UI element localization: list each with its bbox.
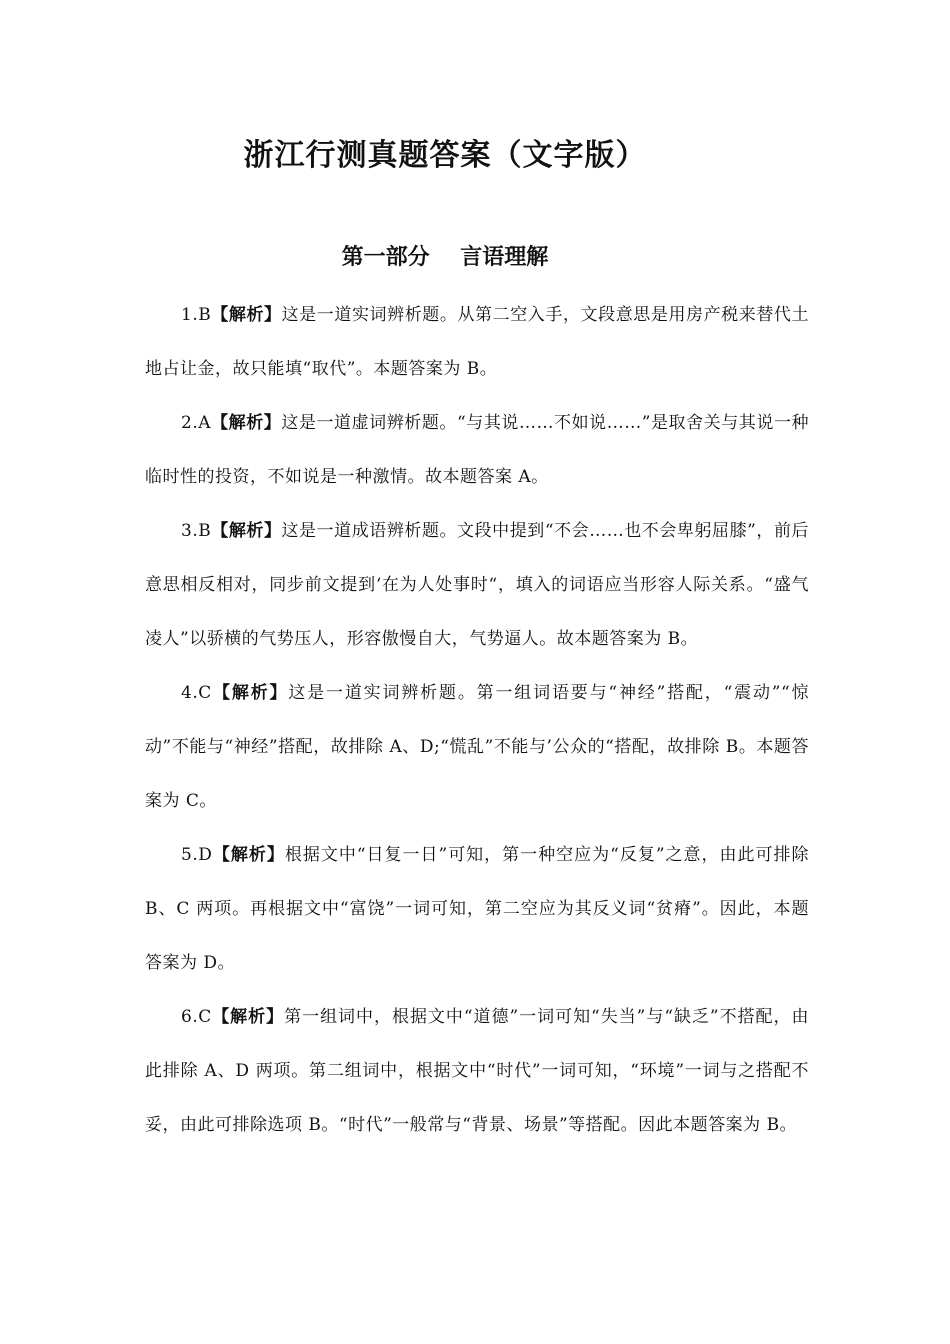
answer-item-5 bbox=[145, 828, 809, 990]
answer-number: 1.B bbox=[181, 305, 212, 325]
answer-text: 这是一道成语辨析题。文段中提到“不会……也不会卑躬屈膝”，前后意思相反相对，同步前文提到‘在为人处事时“，填入的词语应当形容人际关系。“盛气凌人”以骄横的气势压人，形容傲慢自大，气势逼人。故本题答案为 B。 bbox=[145, 521, 809, 649]
answer-list bbox=[145, 288, 809, 1152]
analysis-tag: 【解析】 bbox=[212, 845, 285, 865]
answer-number: 5.D bbox=[181, 845, 213, 865]
analysis-tag: 【解析】 bbox=[211, 683, 289, 703]
answer-text: 这是一道虚词辨析题。“与其说……不如说……”是取舍关与其说一种临时性的投资，不如说是一种激情。故本题答案 A。 bbox=[145, 413, 810, 487]
answer-item-2 bbox=[145, 396, 809, 504]
answer-item-4 bbox=[145, 666, 809, 828]
analysis-tag: 【解析】 bbox=[211, 521, 282, 541]
answer-item-3 bbox=[145, 504, 809, 666]
answer-item-1 bbox=[145, 288, 809, 396]
analysis-tag: 【解析】 bbox=[211, 413, 282, 433]
answer-text: 这是一道实词辨析题。从第二空入手，文段意思是用房产税来替代土地占让金，故只能填“取代”。本题答案为 B。 bbox=[145, 305, 810, 379]
answer-text: 根据文中“日复一日”可知，第一种空应为“反复”之意，由此可排除 B、C 两项。再根据文中“富饶”一词可知，第二空应为其反义词“贫瘠”。因此，本题答案为 D。 bbox=[145, 845, 809, 973]
answer-number: 3.B bbox=[181, 521, 212, 541]
answer-number: 4.C bbox=[181, 683, 212, 703]
answer-text: 第一组词中，根据文中“道德”一词可知“失当”与“缺乏”不搭配，由此排除 A、D 两项。第二组词中，根据文中“时代”一词可知，“环境”一词与之搭配不妥，由此可排除选项 B。“时代”一般常与“背景、场景”等搭配。因此本题答案为 B。 bbox=[145, 1007, 810, 1135]
section-heading: 第一部分 言语理解 bbox=[341, 245, 549, 270]
answer-number: 6.C bbox=[181, 1007, 212, 1027]
analysis-tag: 【解析】 bbox=[211, 1007, 285, 1027]
answer-number: 2.A bbox=[181, 413, 211, 433]
document-title: 浙江行测真题答案（文字版） bbox=[243, 138, 647, 173]
analysis-tag: 【解析】 bbox=[211, 305, 282, 325]
answer-text: 这是一道实词辨析题。第一组词语要与“神经”搭配，“震动”“惊动”不能与“神经”搭配，故排除 A、D;“慌乱”不能与’公众的“搭配，故排除 B。本题答案为 C。 bbox=[145, 683, 809, 811]
answer-item-6 bbox=[145, 990, 809, 1152]
